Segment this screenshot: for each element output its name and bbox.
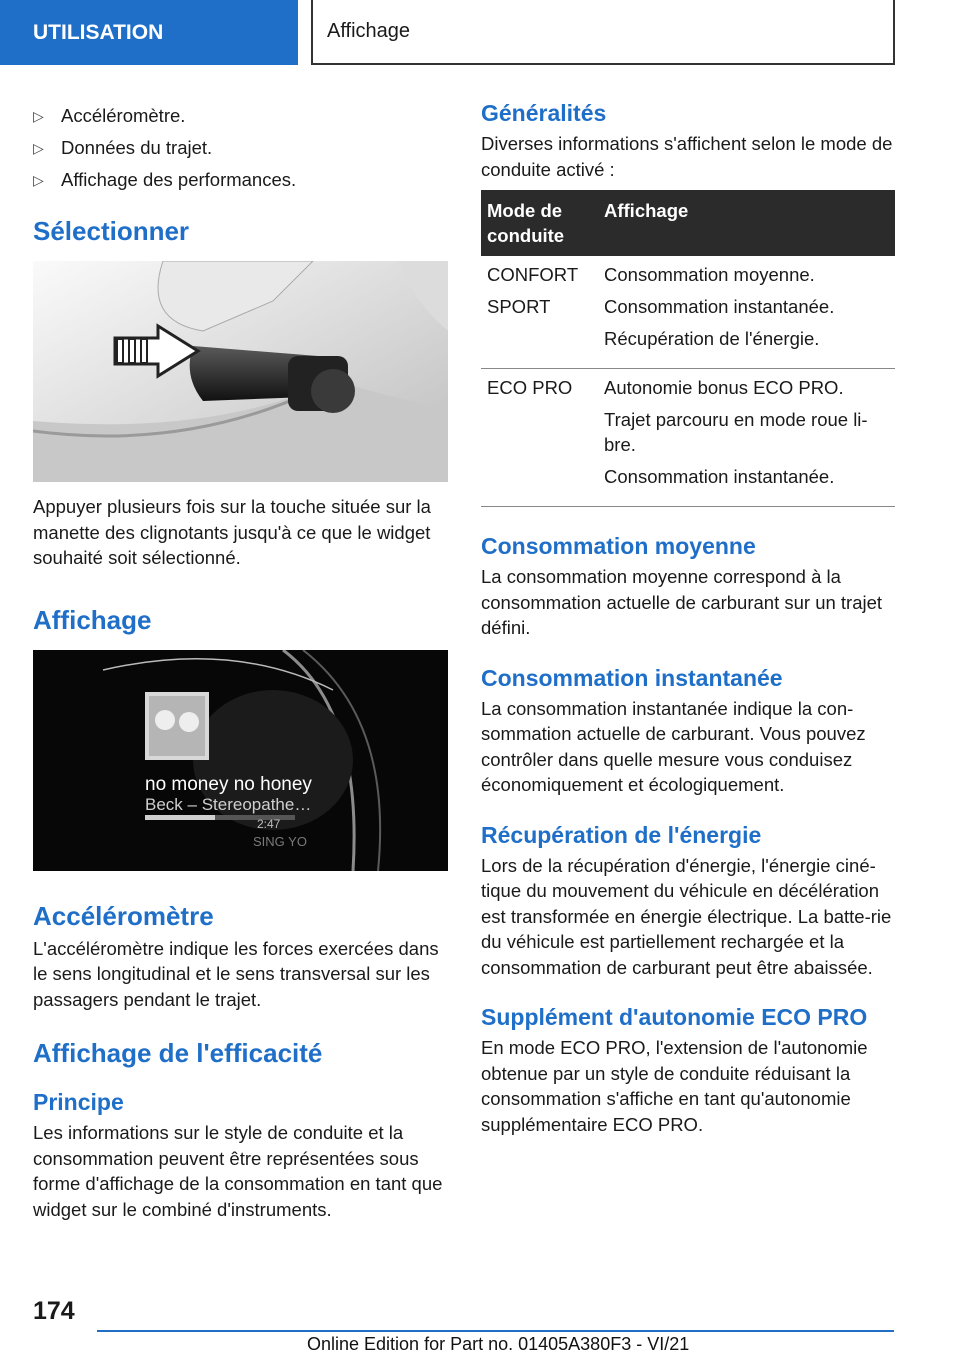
- energy-recovery-paragraph: Lors de la récupération d'énergie, l'énergie ciné-tique du mouvement du véhicule en décélération est transformée en énergie électrique. La batte-rie du véhicule est partiellement rechargée et la consommation de carburant peut être abaissée.: [481, 854, 892, 978]
- table-header-display: Affichage: [598, 190, 895, 256]
- eco-pro-paragraph: En mode ECO PRO, l'extension de l'autonomie obtenue par un style de conduite réduisant la consommation s'affiche en tant qu'autonomie supplémentaire ECO PRO.: [481, 1037, 868, 1135]
- general-paragraph: Diverses informations s'affichent selon le mode de conduite activé :: [481, 133, 893, 180]
- list-item: ▷ Accéléromètre.: [33, 100, 448, 132]
- left-column: [33, 100, 448, 1222]
- efficiency-heading: Affichage de l'efficacité: [33, 1038, 323, 1068]
- average-consumption-heading: Consommation moyenne: [481, 533, 756, 559]
- driving-mode-table: [481, 190, 895, 507]
- footer-divider: [97, 1330, 894, 1332]
- bullet-list: [33, 100, 448, 196]
- principle-heading: Principe: [33, 1089, 124, 1115]
- page-number: 174: [33, 1297, 75, 1325]
- table-cell-mode: ECO PRO: [481, 369, 598, 507]
- table-cell-display: Autonomie bonus ECO PRO. Trajet parcouru en mode roue li-bre. Consommation instantanée.: [598, 369, 895, 507]
- table-row: [481, 256, 895, 369]
- table-row: [481, 369, 895, 507]
- eco-pro-heading: Supplément d'autonomie ECO PRO: [481, 1004, 868, 1030]
- table-cell-display: Consommation moyenne. Consommation instantanée. Récupération de l'énergie.: [598, 256, 895, 369]
- cluster-song-title: no money no honey: [145, 773, 312, 795]
- list-item: ▷ Affichage des performances.: [33, 164, 448, 196]
- table-cell-mode: CONFORT SPORT: [481, 256, 598, 369]
- energy-recovery-heading: Récupération de l'énergie: [481, 821, 762, 848]
- header-title: Affichage: [311, 0, 895, 65]
- instant-consumption-heading: Consommation instantanée: [481, 664, 783, 691]
- list-item: ▷ Données du trajet.: [33, 132, 448, 164]
- footer-edition: Online Edition for Part no. 01405A380F3 - VI/21: [307, 1334, 690, 1354]
- header-section-tab: UTILISATION: [0, 0, 298, 65]
- display-heading: Affichage: [33, 604, 152, 635]
- instrument-cluster-figure: [33, 650, 448, 871]
- cluster-subtext: SING YO: [253, 833, 307, 849]
- accelerometer-heading: Accéléromètre: [33, 900, 214, 931]
- principle-paragraph: Les informations sur le style de conduite et la consommation peuvent être représentées sous forme d'affichage de la consommation en tant que widget sur le combiné d'instruments.: [33, 1122, 443, 1220]
- accelerometer-paragraph: L'accéléromètre indique les forces exercées dans le sens longitudinal et le sens transversal sur les passagers pendant le trajet.: [33, 937, 439, 1010]
- cluster-display-illustration: [33, 650, 448, 871]
- select-heading: Sélectionner: [33, 216, 190, 246]
- average-consumption-paragraph: La consommation moyenne correspond à la consommation actuelle de carburant sur un trajet défini.: [481, 566, 883, 638]
- cluster-artist: Beck – Stereopathe…: [145, 794, 312, 814]
- general-heading: Généralités: [481, 100, 607, 126]
- triangle-bullet-icon: ▷: [33, 172, 44, 188]
- triangle-bullet-icon: ▷: [33, 140, 44, 156]
- table-header-row: [481, 190, 895, 256]
- cluster-track-time: 2:47: [257, 816, 281, 831]
- right-column: [481, 100, 895, 1137]
- instant-consumption-paragraph: La consommation instantanée indique la con-sommation actuelle de carburant. Vous pouvez contrôler dans quelle mesure vous conduisez économiquement et écologiquement.: [481, 697, 866, 795]
- lever-figure: [33, 261, 448, 482]
- turn-signal-lever-illustration: [33, 261, 448, 482]
- table-header-mode: Mode de conduite: [481, 190, 598, 256]
- triangle-bullet-icon: ▷: [33, 108, 44, 124]
- select-paragraph: Appuyer plusieurs fois sur la touche située sur la manette des clignotants jusqu'à ce que le widget souhaité soit sélectionné.: [33, 496, 431, 568]
